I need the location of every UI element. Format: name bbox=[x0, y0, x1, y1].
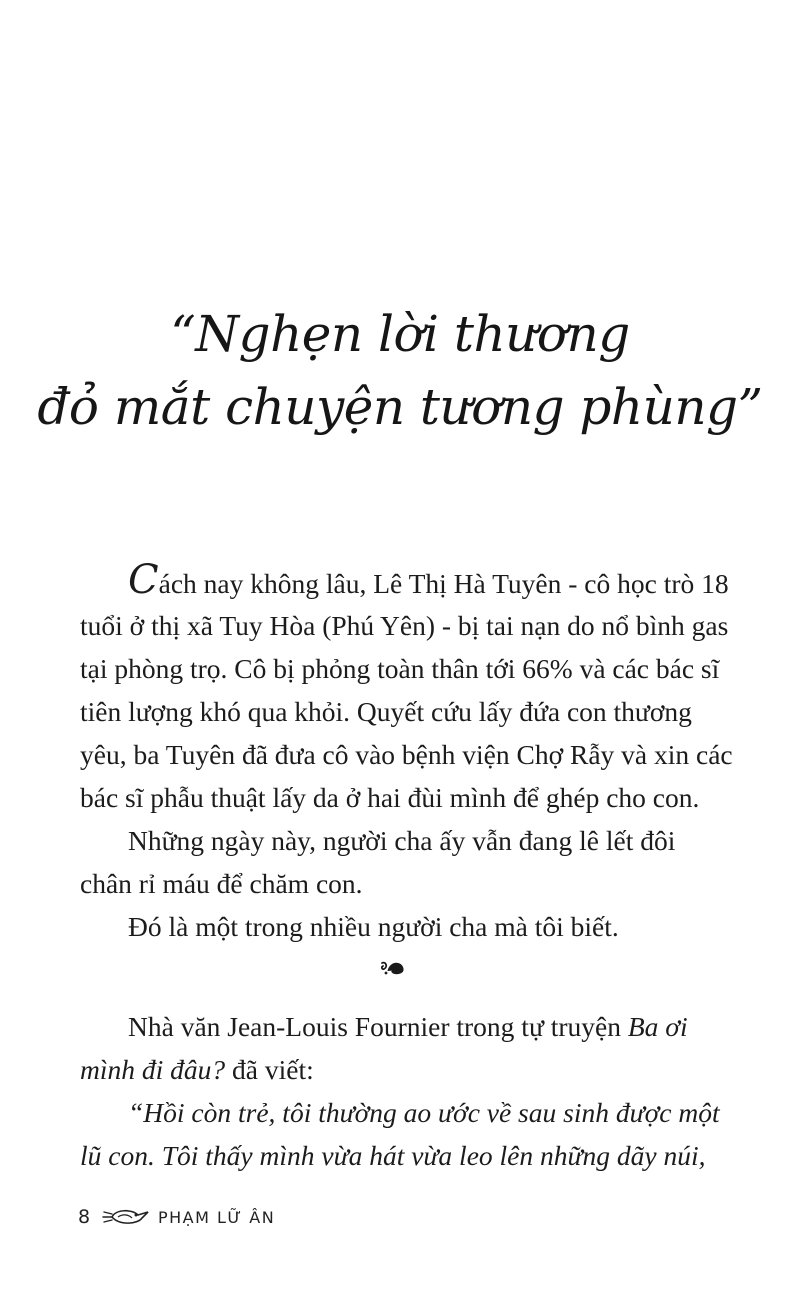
paragraph-1-line-6: bác sĩ phẫu thuật lấy da ở hai đùi mình để ghép cho con. bbox=[80, 782, 700, 813]
bird-icon bbox=[98, 1204, 160, 1230]
quote-line-2: lũ con. Tôi thấy mình vừa hát vừa leo lên những dãy núi, bbox=[80, 1140, 706, 1171]
fleuron-icon bbox=[380, 957, 406, 977]
chapter-title-line-1: “Nghẹn lời thương bbox=[170, 305, 630, 363]
paragraph-1-line-2: tuổi ở thị xã Tuy Hòa (Phú Yên) - bị tai nạn do nổ bình gas bbox=[80, 610, 729, 641]
paragraph-2-line-1: Những ngày này, người cha ấy vẫn đang lê lết đôi bbox=[128, 825, 676, 856]
paragraph-1-line-1: Cách nay không lâu, Lê Thị Hà Tuyên - cô học trò 18 bbox=[128, 557, 729, 603]
book-title-part-2: mình đi đâu? bbox=[80, 1054, 226, 1085]
book-title-part-1: Ba ơi bbox=[627, 1011, 688, 1042]
dropcap: C bbox=[128, 557, 159, 603]
author-name: PHẠM LỮ ÂN bbox=[158, 1208, 276, 1227]
paragraph-1-line-4: tiên lượng khó qua khỏi. Quyết cứu lấy đứa con thương bbox=[80, 696, 692, 727]
paragraph-4-line-1: Nhà văn Jean-Louis Fournier trong tự truyện Ba ơi bbox=[128, 1011, 688, 1042]
paragraph-1-line-5: yêu, ba Tuyên đã đưa cô vào bệnh viện Chợ Rẫy và xin các bbox=[80, 739, 733, 770]
quote-line-1: “Hồi còn trẻ, tôi thường ao ước về sau sinh được một bbox=[128, 1097, 720, 1128]
chapter-title-line-2: đỏ mắt chuyện tương phùng” bbox=[37, 378, 763, 436]
paragraph-3-line-1: Đó là một trong nhiều người cha mà tôi biết. bbox=[128, 911, 619, 942]
paragraph-4-line-2: mình đi đâu? đã viết: bbox=[80, 1054, 314, 1085]
paragraph-1-line-3: tại phòng trọ. Cô bị phỏng toàn thân tới 66% và các bác sĩ bbox=[80, 653, 720, 684]
paragraph-2-line-2: chân rỉ máu để chăm con. bbox=[80, 868, 363, 899]
page-number: 8 bbox=[78, 1206, 91, 1228]
